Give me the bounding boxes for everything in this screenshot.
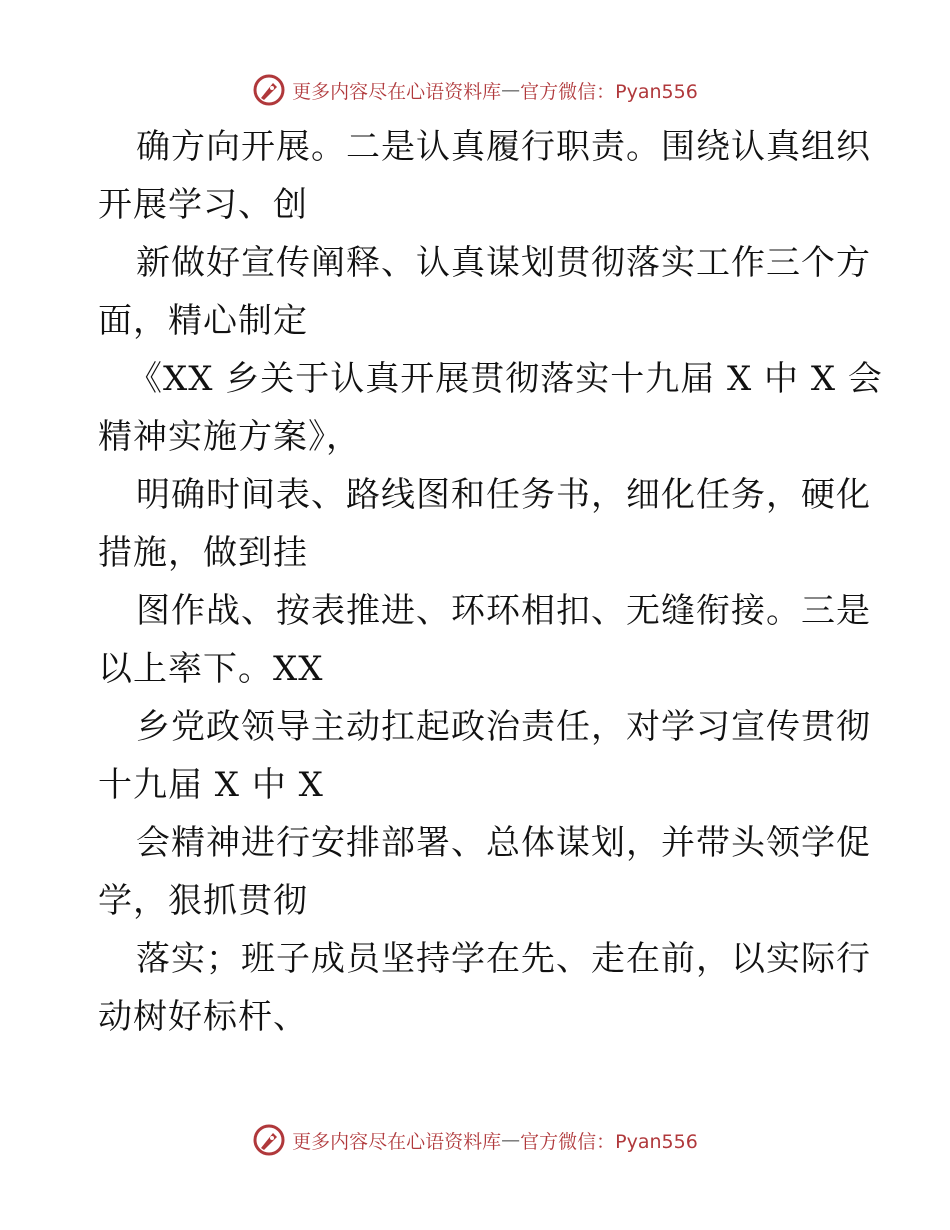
body-line: 精神实施方案》， bbox=[98, 417, 361, 457]
watermark-dash: — bbox=[501, 1129, 521, 1151]
watermark-wechat-text: 官方微信：Pyan556 bbox=[520, 80, 698, 103]
body-line: 确方向开展。二是认真履行职责。围绕认真组织 bbox=[136, 127, 871, 167]
body-line: 新做好宣传阐释、认真谋划贯彻落实工作三个方 bbox=[136, 243, 871, 283]
body-line: 开展学习、创 bbox=[98, 185, 308, 225]
body-line: 以上率下。XX bbox=[98, 649, 324, 689]
footer-watermark bbox=[0, 1120, 950, 1160]
body-line: 学，狠抓贯彻 bbox=[98, 881, 308, 921]
document-body bbox=[98, 118, 883, 1046]
body-line: 十九届 X 中 X bbox=[98, 765, 324, 805]
body-line: 落实；班子成员坚持学在先、走在前，以实际行 bbox=[136, 939, 871, 979]
body-line: 明确时间表、路线图和任务书，细化任务，硬化 bbox=[136, 475, 871, 515]
watermark-site-text: 更多内容尽在心语资料库 bbox=[292, 1130, 502, 1153]
body-line: 措施，做到挂 bbox=[98, 533, 308, 573]
body-line: 面，精心制定 bbox=[98, 301, 308, 341]
body-line: 图作战、按表推进、环环相扣、无缝衔接。三是 bbox=[136, 591, 871, 631]
body-line: 动树好标杆、 bbox=[98, 997, 308, 1037]
watermark-dash: — bbox=[501, 79, 521, 101]
pen-nib-logo-icon bbox=[252, 1123, 286, 1157]
watermark-site-text: 更多内容尽在心语资料库 bbox=[292, 80, 502, 103]
watermark-wechat-text: 官方微信：Pyan556 bbox=[520, 1130, 698, 1153]
body-line: 会精神进行安排部署、总体谋划，并带头领学促 bbox=[136, 823, 871, 863]
header-watermark bbox=[0, 70, 950, 110]
body-line: 乡党政领导主动扛起政治责任，对学习宣传贯彻 bbox=[136, 707, 871, 747]
body-line: 《XX 乡关于认真开展贯彻落实十九届 X 中 X 会 bbox=[128, 359, 883, 399]
pen-nib-logo-icon bbox=[252, 73, 286, 107]
